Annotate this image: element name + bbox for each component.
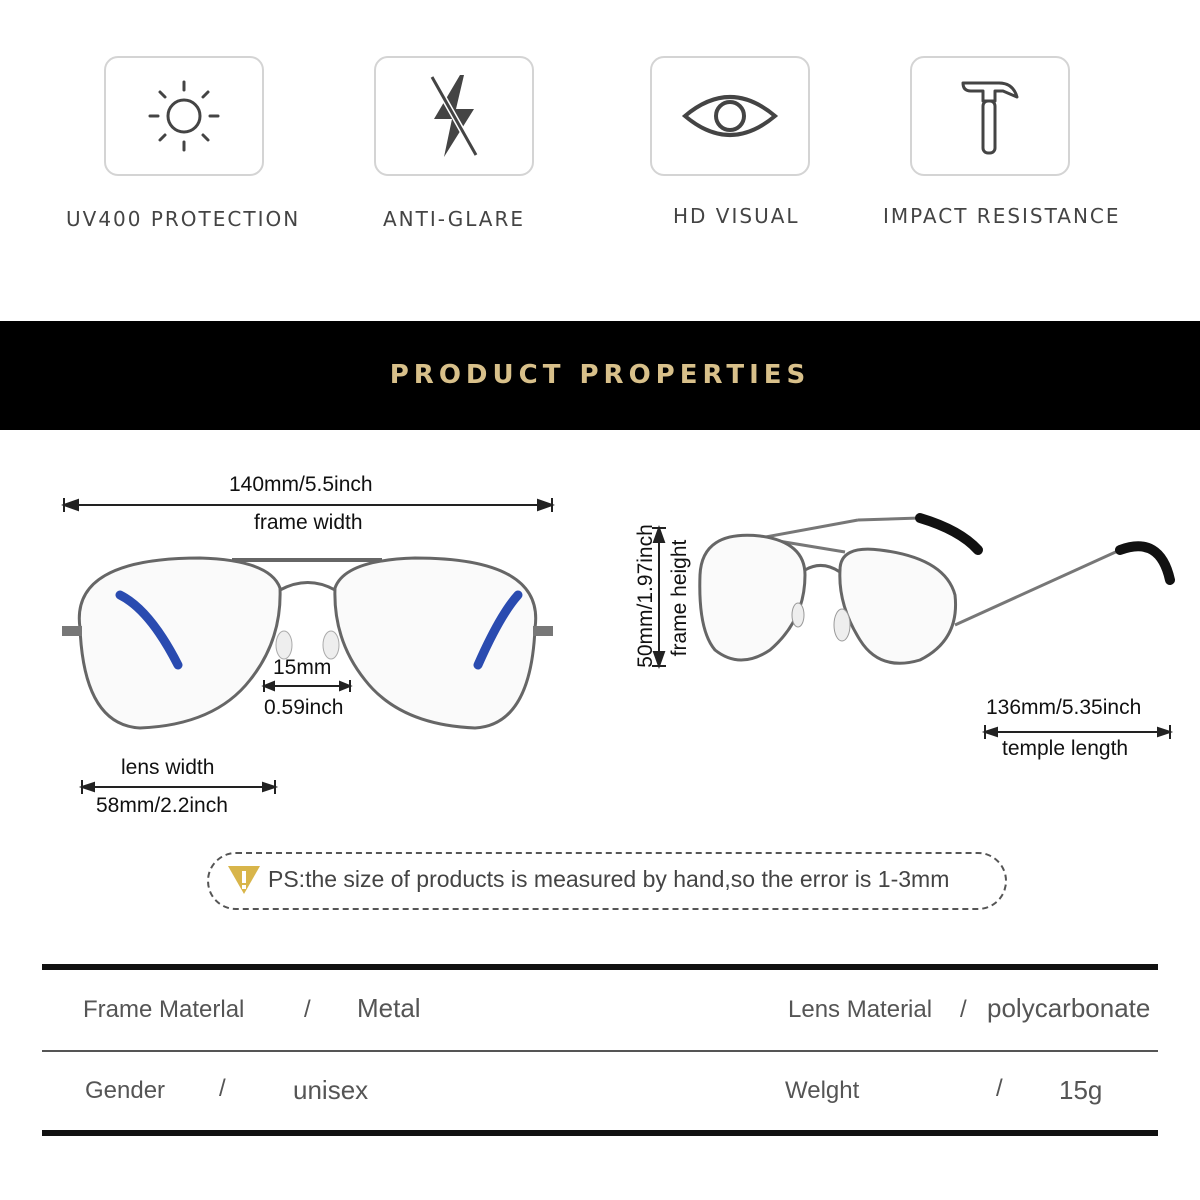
- feature-box-hd-visual: [650, 56, 810, 176]
- bridge-value-inch: 0.59inch: [264, 696, 344, 719]
- lens-material-label: Lens Material: [788, 996, 933, 1023]
- temple-length-value: 136mm/5.35inch: [986, 696, 1142, 719]
- eye-icon: [680, 86, 780, 146]
- anti-glare-icon: [414, 71, 494, 161]
- spec-table-top-rule: [42, 964, 1158, 970]
- lens-width-value: 58mm/2.2inch: [96, 794, 228, 817]
- feature-box-anti-glare: [374, 56, 534, 176]
- feature-box-uv: [104, 56, 264, 176]
- feature-label-anti-glare: ANTI-GLARE: [383, 207, 526, 231]
- lens-material-value: polycarbonate: [987, 993, 1151, 1023]
- frame-material-value: Metal: [357, 993, 421, 1023]
- banner-title: PRODUCT PROPERTIES: [389, 360, 811, 390]
- frame-height-value: 50mm/1.97inch: [634, 524, 657, 668]
- warning-icon: [226, 864, 262, 896]
- hammer-icon: [955, 71, 1025, 161]
- glasses-front-illustration: [0, 440, 600, 840]
- frame-height-label: frame height: [668, 539, 691, 657]
- spec-table-bottom-rule: [42, 1130, 1158, 1136]
- frame-material-label: Frame Materlal: [83, 996, 245, 1023]
- weight-label: Welght: [785, 1077, 860, 1104]
- lens-width-arrow: [82, 780, 275, 794]
- frame-width-arrow: [64, 498, 552, 512]
- bridge-value: 15mm: [273, 656, 332, 679]
- frame-width-label: frame width: [254, 511, 363, 534]
- bridge-arrow: [264, 680, 350, 692]
- feature-label-uv: UV400 PROTECTION: [66, 207, 301, 231]
- gender-label: Gender: [85, 1077, 166, 1104]
- lens-material-separator: /: [960, 996, 967, 1023]
- frame-material-separator: /: [304, 996, 311, 1023]
- feature-label-impact: IMPACT RESISTANCE: [883, 204, 1121, 228]
- weight-value: 15g: [1059, 1075, 1103, 1105]
- lens-width-label: lens width: [121, 756, 215, 779]
- temple-length-label: temple length: [1002, 737, 1129, 760]
- sun-icon: [144, 76, 224, 156]
- frame-width-value: 140mm/5.5inch: [229, 473, 373, 496]
- gender-value: unisex: [293, 1075, 369, 1105]
- feature-label-hd-visual: HD VISUAL: [673, 204, 800, 228]
- weight-separator: /: [996, 1075, 1003, 1102]
- spec-table-middle-rule: [42, 1050, 1158, 1052]
- gender-separator: /: [219, 1075, 226, 1102]
- measurement-note-text: PS:the size of products is measured by hand,so the error is 1-3mm: [268, 866, 950, 892]
- feature-box-impact: [910, 56, 1070, 176]
